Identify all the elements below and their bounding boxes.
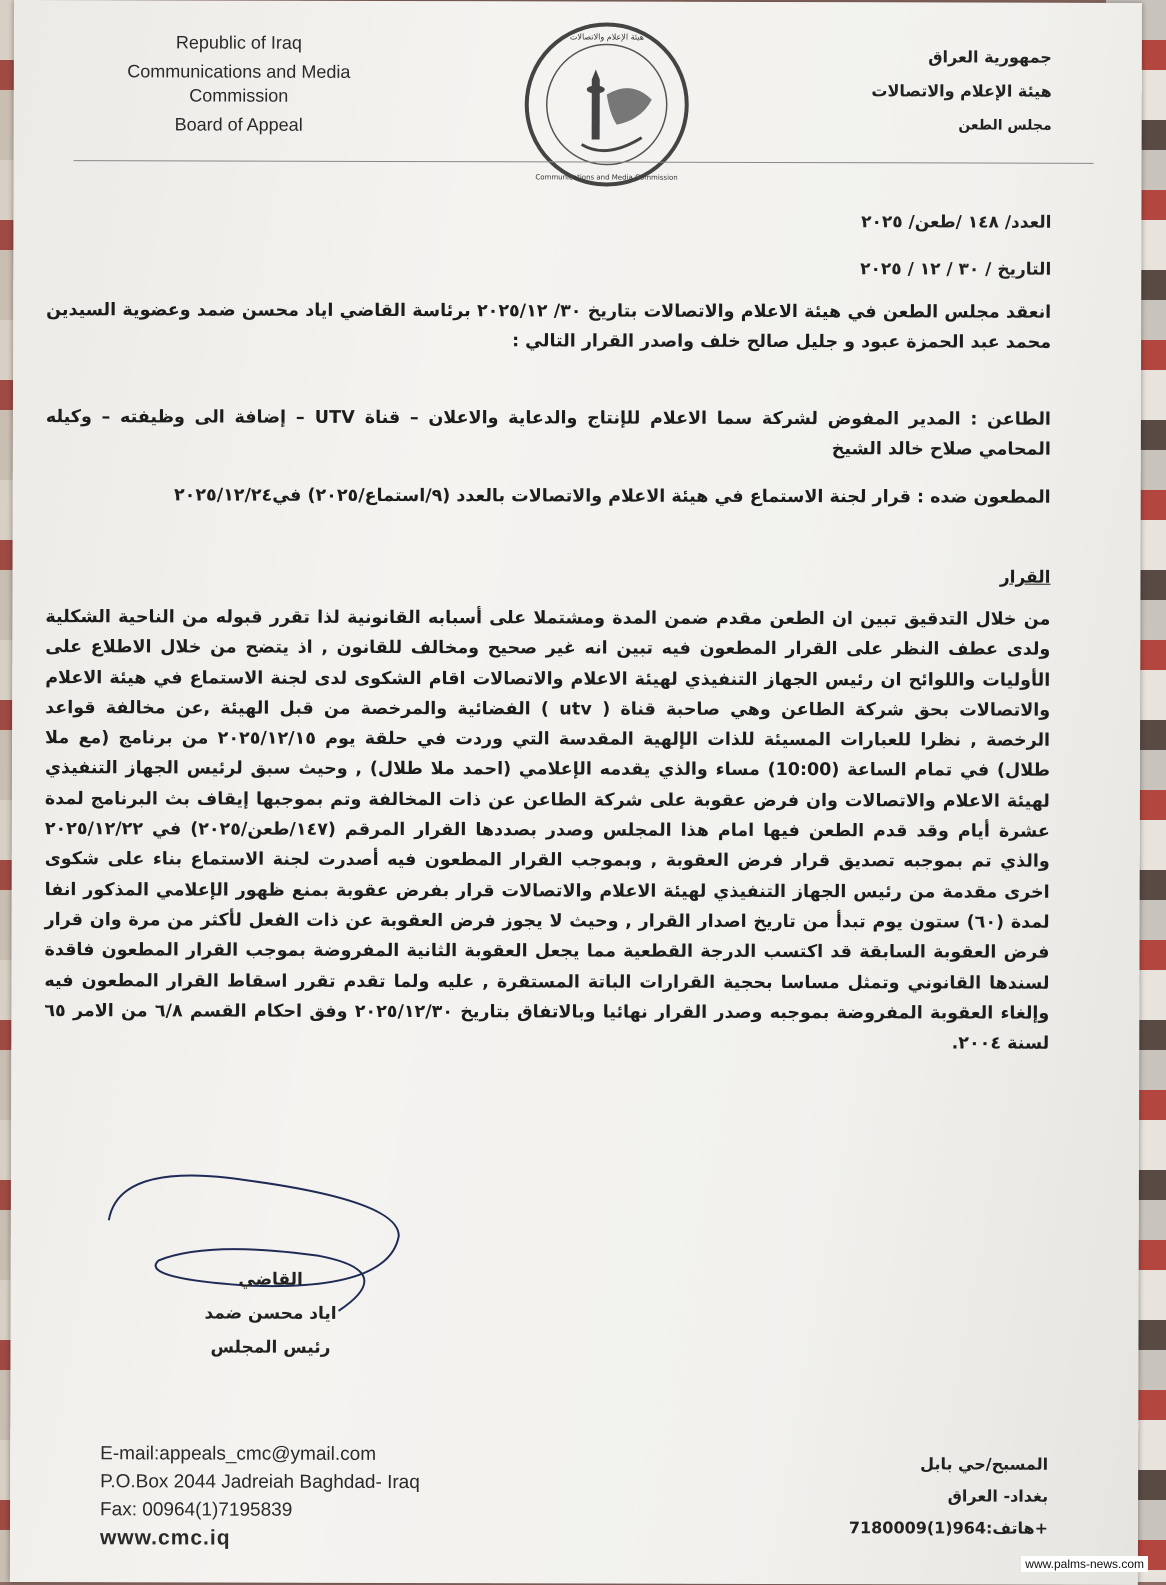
- watermark-url: www.palms-news.com: [1021, 1556, 1148, 1572]
- header-ar-line1: جمهورية العراق: [928, 47, 1052, 67]
- intro-paragraph: انعقد مجلس الطعن في هيئة الاعلام والاتصالات بتاريخ ٣٠/ ٢٠٢٥/١٢ برئاسة القاضي اياد محسن ضمد وعضوية السيدين محمد عبد الحمزة عبود و جليل صالح خلف واصدر القرار التالي :: [46, 300, 1052, 353]
- signature-name: اياد محسن ضمد: [204, 1303, 337, 1324]
- appellant-paragraph: الطاعن : المدير المفوض لشركة سما الاعلام للإنتاج والدعاية والاعلان – قناة UTV – إضافة الى وظيفته – وكيله المحامي صلاح خالد الشيخ: [45, 407, 1051, 460]
- footer-ar-line2: بغداد- العراق: [947, 1486, 1049, 1506]
- footer-pobox: P.O.Box 2044 Jadreiah Baghdad- Iraq: [100, 1471, 420, 1494]
- header-en-line4: Board of Appeal: [174, 114, 303, 135]
- footer-english: [100, 1440, 420, 1553]
- footer-website: www.cmc.iq: [99, 1526, 231, 1550]
- signature-title: القاضي: [238, 1269, 303, 1290]
- header-ar-line2: هيئة الإعلام والاتصالات: [871, 81, 1052, 101]
- document-page: [10, 0, 1142, 1585]
- seal-text-en: Communications and Media Commission: [535, 173, 678, 182]
- decision-heading: القرار: [999, 567, 1051, 588]
- footer-ar-line1: المسبح/حي بابل: [920, 1454, 1049, 1474]
- header-ar-line3: مجلس الطعن: [958, 117, 1052, 134]
- header-en-line3: Commission: [189, 85, 289, 106]
- header-en-line2: Communications and Media: [127, 61, 351, 82]
- signature-block: [160, 1262, 380, 1365]
- commission-seal-icon: [522, 19, 692, 189]
- reference-number: العدد/ ١٤٨ /طعن/ ٢٠٢٥: [861, 212, 1052, 233]
- reference-date: التاريخ / ٣٠ / ١٢ / ٢٠٢٥: [860, 259, 1052, 280]
- decision-paragraph: من خلال التدقيق تبين ان الطعن مقدم ضمن المدة ومشتملا على أسبابه القانونية لذا تقرر قبوله من الناحية الشكلية ولدى عطف النظر على القرار المطعون فيه تبين انه غير صحيح ومخالف للقانون , اذ يتضح من خلال الاطلاع على الأوليات واللوائح ان رئيس الجهاز التنفيذي لهيئة الاعلام والاتصالات اقام الشكوى لدى لجنة الاستماع في هيئة الاعلام والاتصالات بحق شركة الطاعن وهي صاحبة قناة ( utv ) الفضائية والمرخصة من قبل الهيئة ,عن مخالفة قواعد الرخصة , نظرا للعبارات المسيئة للذات الإلهية المقدسة التي وردت في حلقة يوم ٢٠٢٥/١٢/١٥ من برنامج (مع ملا طلال) في تمام الساعة (10:00) مساء والذي يقدمه الإعلامي (احمد ملا طلال) , وحيث سبق لرئيس الجهاز التنفيذي لهيئة الاعلام والاتصالات وان فرض عقوبة على شركة الطاعن عن ذات المخالفة وتم بموجبها إيقاف بث البرنامج لمدة عشرة أيام وقد قدم الطعن فيها امام هذا المجلس وصدر بصددها القرار المرقم (١٤٧/طعن/٢٠٢٥) في ٢٠٢٥/١٢/٢٢ والذي تم بموجبه تصديق قرار فرض العقوبة , وبموجب القرار المطعون فيه أصدرت لجنة الاستماع بناء على شكوى اخرى مقدمة من رئيس الجهاز التنفيذي لهيئة الاعلام والاتصالات قرار بفرض عقوبة بمنع ظهور الإعلامي المذكور انفا لمدة (٦٠) ستون يوم تبدأ من تاريخ اصدار القرار , وحيث لا يجوز فرض العقوبة عن ذات الفعل لأكثر من مرة وان قرار فرض العقوبة السابقة قد اكتسب الدرجة القطعية مما يجعل العقوبة الثانية المفروضة بموجب القرار المطعون فاقدة لسندها القانوني وتمثل مساسا بحجية القرارات الباتة المستقرة , عليه ولما تقدم تقرر اسقاط القرار المطعون فيه وإلغاء العقوبة المفروضة بموجبه وصدر القرار نهائيا وبالاتفاق بتاريخ ٢٠٢٥/١٢/٣٠ وفق احكام القسم ٦/٨ من الامر ٦٥ لسنة ٢٠٠٤.: [44, 607, 1051, 1054]
- seal-text-ar: هيئة الإعلام والاتصالات: [569, 32, 644, 42]
- signature-role: رئيس المجلس: [210, 1337, 331, 1358]
- header-arabic: [792, 40, 1052, 143]
- header-english: [74, 30, 404, 142]
- footer-email: E-mail:appeals_cmc@ymail.com: [100, 1443, 377, 1465]
- respondent-paragraph: المطعون ضده : قرار لجنة الاستماع في هيئة الاعلام والاتصالات بالعدد (٩/استماع/٢٠٢٥) في٢٠٢٥/١٢/٢٤: [173, 485, 1051, 508]
- footer-fax: Fax: 00964(1)7195839: [100, 1499, 293, 1521]
- footer-arabic: [849, 1448, 1048, 1545]
- header-en-line1: Republic of Iraq: [175, 32, 302, 53]
- footer-ar-line3: هاتف:964(1)7180009+: [848, 1518, 1049, 1538]
